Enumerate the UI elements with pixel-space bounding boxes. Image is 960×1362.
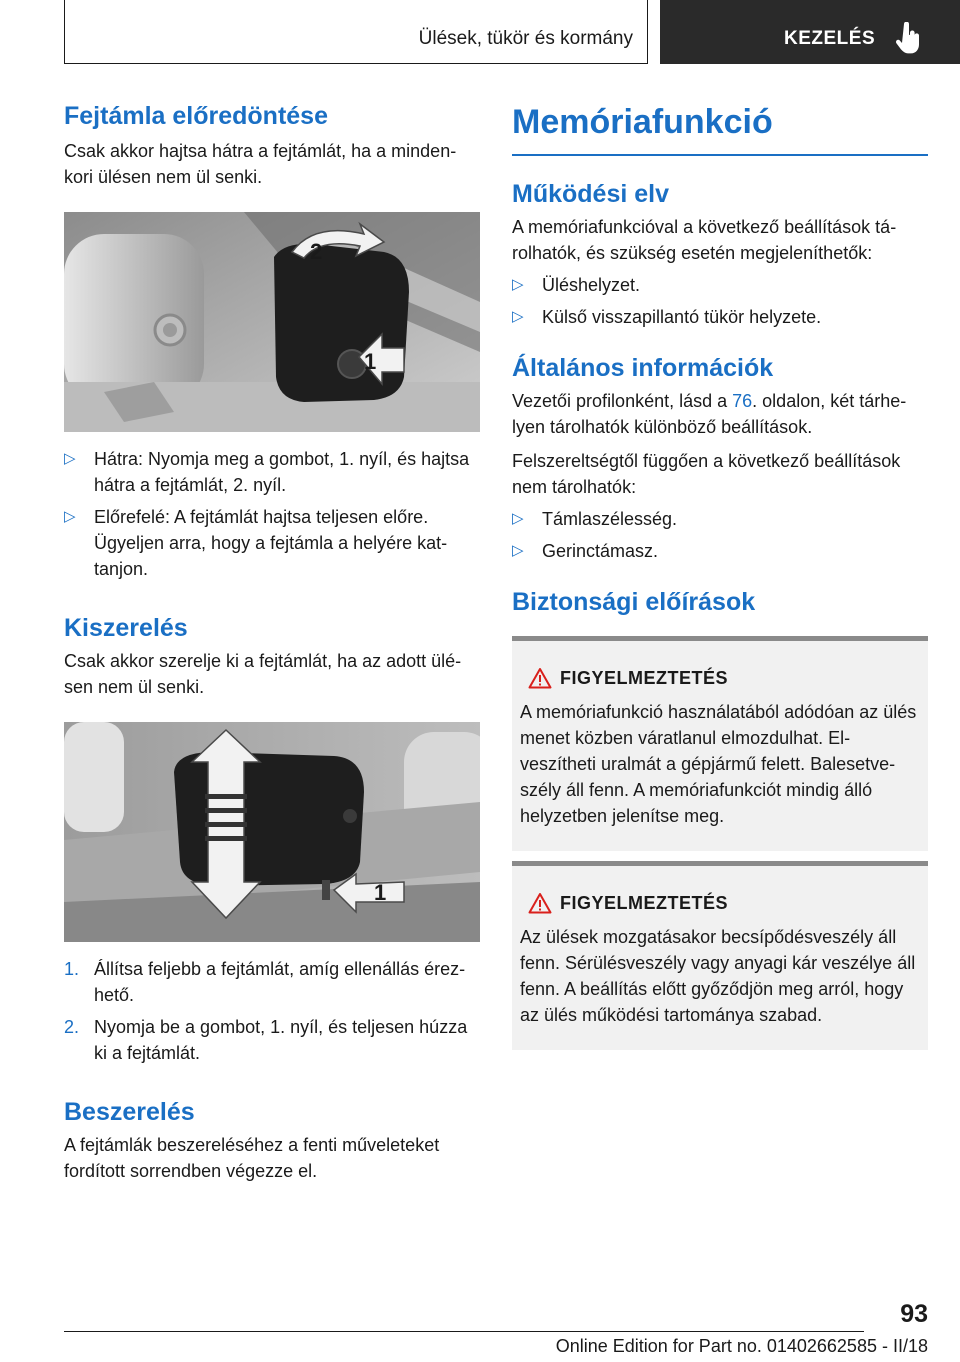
footer-edition: Online Edition for Part no. 01402662585 - II/18: [555, 1336, 928, 1356]
hand-pointer-icon: [896, 22, 922, 59]
warning-title: FIGYELMEZTETÉS: [520, 665, 920, 691]
triangle-bullet-icon: ▷: [512, 510, 524, 527]
triangle-bullet-icon: ▷: [512, 542, 524, 559]
not-stored-list: [512, 506, 928, 564]
title-divider: [512, 154, 928, 156]
illustration-label-1: 1: [374, 880, 387, 905]
triangle-bullet-icon: ▷: [64, 508, 76, 525]
left-column: [64, 100, 480, 1184]
heading-safety: Biztonsági előírások: [512, 588, 756, 616]
triangle-bullet-icon: ▷: [512, 308, 524, 325]
heading-operating-principle: Működési elv: [512, 180, 669, 208]
header-section-title: Ülések, tükör és kormány: [418, 28, 633, 49]
paragraph-not-stored: Felszereltségtől függően a következő beállítások nem tárolhatók:: [512, 451, 901, 497]
memory-settings-list: [512, 272, 928, 330]
list-item: 1. Állítsa feljebb a fejtámlát, amíg ellenállás érez-hető.: [64, 959, 466, 1005]
list-item: ▷ Hátra: Nyomja meg a gombot, 1. nyíl, és hajtsa hátra a fejtámlát, 2. nyíl.: [64, 446, 480, 498]
heading-headrest-tilt: Fejtámla előredöntése: [64, 102, 328, 130]
triangle-bullet-icon: ▷: [64, 450, 76, 467]
list-item: ▷ Üléshelyzet.: [512, 272, 928, 298]
heading-removal: Kiszerelés: [64, 614, 188, 642]
header-chapter-label: KEZELÉS: [784, 28, 876, 49]
list-item: 2. Nyomja be a gombot, 1. nyíl, és teljesen húzza ki a fejtámlát.: [64, 1017, 468, 1063]
heading-memory-function: Memóriafunkció: [512, 103, 773, 141]
removal-steps-list: [64, 956, 480, 1066]
illustration-label-2: 2: [310, 239, 323, 264]
paragraph-operating-principle: A memóriafunkcióval a következő beállítások tá-rolhatók, és szükség esetén megjeleníthetők:: [512, 217, 897, 263]
list-item: ▷ Előrefelé: A fejtámlát hajtsa teljesen előre. Ügyeljen arra, hogy a fejtámla a helyére kat-tanjon.: [64, 504, 480, 582]
warning-triangle-icon: [528, 667, 552, 689]
list-item: ▷ Támlaszélesség.: [512, 506, 928, 532]
headrest-tilt-illustration: [64, 212, 480, 432]
warning-text: A memóriafunkció használatából adódóan az ülés menet közben váratlanul elmozdulhat. El-veszítheti uralmát a gépjármű felett. Balesetve-szély áll fenn. A memóriafunkciót mindig álló helyzetben jelenítse meg.: [520, 702, 917, 826]
headrest-tilt-list: [64, 446, 480, 582]
paragraph-installation: A fejtámlák beszereléséhez a fenti műveleteket fordított sorrendben végezze el.: [64, 1135, 440, 1181]
heading-general-info: Általános információk: [512, 354, 774, 382]
headrest-removal-illustration: [64, 722, 480, 942]
header-section-box: [64, 0, 648, 64]
illustration-label-1: 1: [364, 349, 377, 374]
paragraph-removal: Csak akkor szerelje ki a fejtámlát, ha az adott ülé-sen nem ül senki.: [64, 651, 462, 697]
footer-divider: [64, 1331, 864, 1332]
list-item: ▷ Külső visszapillantó tükör helyzete.: [512, 304, 928, 330]
paragraph-headrest-tilt: Csak akkor hajtsa hátra a fejtámlát, ha a minden-kori ülésen nem ül senki.: [64, 141, 457, 187]
warning-box: [512, 861, 928, 1050]
warning-text: Az ülések mozgatásakor becsípődésveszély áll fenn. Sérülésveszély vagy anyagi kár veszélye áll fenn. A beállítás előtt győződjön meg arról, hogy az ülés működési tartománya szabad.: [520, 927, 916, 1025]
page-reference-link[interactable]: 76: [732, 391, 753, 411]
page-number: 93: [900, 1300, 928, 1328]
paragraph-driver-profiles: Vezetői profilonként, lásd a 76. oldalon, két tárhe-lyen tárolhatók különböző beállítások.: [512, 391, 907, 437]
heading-installation: Beszerelés: [64, 1098, 195, 1126]
warning-box: [512, 636, 928, 851]
right-column: [512, 100, 928, 1050]
list-item: ▷ Gerinctámasz.: [512, 538, 928, 564]
header-chapter-tab: [660, 0, 960, 64]
warning-triangle-icon: [528, 892, 552, 914]
triangle-bullet-icon: ▷: [512, 276, 524, 293]
warning-title: FIGYELMEZTETÉS: [520, 890, 920, 916]
